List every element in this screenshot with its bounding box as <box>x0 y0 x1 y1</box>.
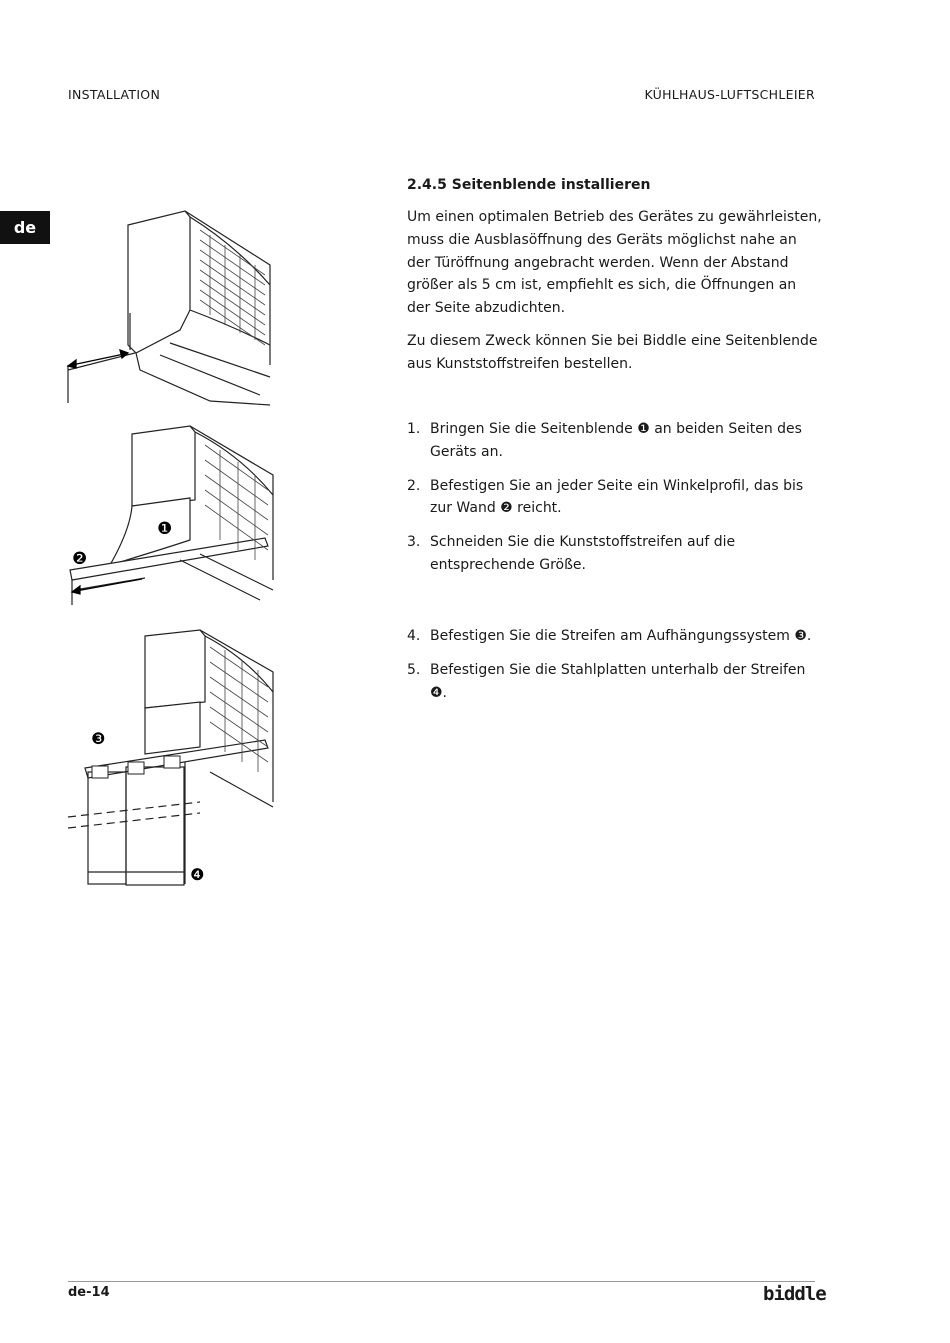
step-number: 5. <box>407 661 421 678</box>
paragraph: Um einen optimalen Betrieb des Gerätes zu gewährleisten, muss die Ausblasöffnung des Geräts möglichst nahe an der Türöffnung angebracht werden. Wenn der Abstand größer als 5 cm ist, empfiehlt es sich, die Öffnungen an der Seite abzudichten. <box>407 209 822 317</box>
language-tab: de <box>0 211 50 244</box>
header-document-title: KÜHLHAUS-LUFTSCHLEIER <box>644 87 815 102</box>
step-text: Befestigen Sie die Stahlplatten unterhalb der Streifen ❹. <box>430 661 806 701</box>
list-item <box>407 475 822 521</box>
intro-paragraph-1 <box>407 206 822 320</box>
step-number: 3. <box>407 534 421 551</box>
step-number: 2. <box>407 477 421 494</box>
page-number: de-14 <box>68 1285 110 1300</box>
steps-list-a <box>407 418 822 588</box>
marker-2: ❷ <box>72 549 88 569</box>
figure-gap-measurement <box>60 205 280 410</box>
steps-list-b <box>407 625 822 715</box>
list-item <box>407 659 822 705</box>
figure-strip-curtain <box>60 622 280 892</box>
intro-paragraph-2 <box>407 330 822 376</box>
marker-4: ❹ <box>190 865 205 884</box>
list-item <box>407 531 822 577</box>
figure-side-panel <box>60 420 280 610</box>
header-section-title: INSTALLATION <box>68 87 161 102</box>
step-text: Schneiden Sie die Kunststoffstreifen auf die entsprechende Größe. <box>430 534 736 573</box>
marker-3: ❸ <box>91 729 106 748</box>
step-text: Befestigen Sie an jeder Seite ein Winkelprofil, das bis zur Wand ❷ reicht. <box>430 477 804 517</box>
list-item <box>407 625 822 648</box>
step-text: Bringen Sie die Seitenblende ❶ an beiden Seiten des Geräts an. <box>430 421 802 460</box>
footer-divider <box>68 1281 815 1282</box>
step-number: 1. <box>407 421 421 437</box>
paragraph: Zu diesem Zweck können Sie bei Biddle eine Seitenblende aus Kunststoffstreifen bestellen. <box>407 333 818 372</box>
section-heading: 2.4.5 Seitenblende installieren <box>407 177 651 193</box>
marker-1: ❶ <box>157 519 173 539</box>
step-number: 4. <box>407 628 421 644</box>
list-item <box>407 418 822 464</box>
brand-logo: biddle <box>763 1283 826 1305</box>
step-text: Befestigen Sie die Streifen am Aufhängungssystem ❸. <box>430 628 812 644</box>
